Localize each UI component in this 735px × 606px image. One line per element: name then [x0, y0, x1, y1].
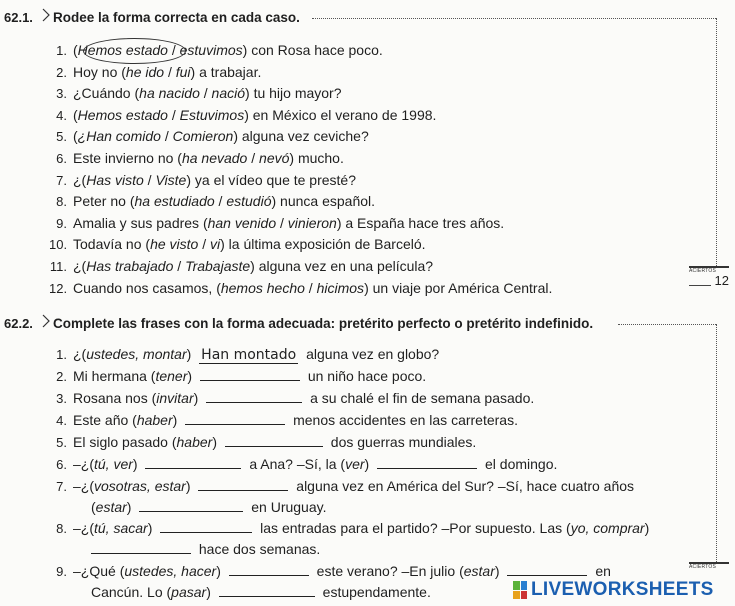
option-a[interactable]: he ido: [125, 63, 165, 80]
exercise-2-title: Complete las frases con la forma adecuada: pretérito perfecto o pretérito indefinido.: [53, 316, 594, 331]
list-item: [49, 214, 504, 233]
list-item: [49, 279, 552, 298]
item-text: ¿(: [73, 258, 87, 274]
option-b[interactable]: vinieron: [287, 214, 337, 231]
list-item: 9. –¿Qué (ustedes, hacer) este verano? –En julio (estar) en: [56, 563, 611, 579]
list-item: [49, 127, 369, 146]
item-text: /: [164, 63, 176, 80]
item-text: ) tu hijo mayor?: [245, 85, 342, 102]
answer-field[interactable]: [219, 584, 315, 597]
item-text: Cuando nos casamos, (: [73, 279, 221, 296]
answer-field[interactable]: [377, 456, 477, 469]
item-text: ¿(: [73, 171, 87, 188]
exercise-2-number: 62.2.: [4, 316, 33, 331]
option-b[interactable]: Comieron: [172, 128, 234, 145]
item-text: /: [143, 171, 156, 188]
item-text: ) mucho.: [289, 150, 344, 166]
list-item: 6. –¿(tú, ver) a Ana? –Sí, la (ver) el domingo.: [56, 456, 558, 472]
option-b[interactable]: hicimos: [316, 279, 365, 296]
item-text: /: [173, 258, 186, 274]
answer-field[interactable]: [185, 412, 285, 425]
item-text: ) ya el vídeo que te presté?: [186, 171, 357, 188]
item-text: Hoy no (: [73, 63, 126, 80]
exercise-1-header: [0, 6, 735, 28]
list-item: [49, 235, 426, 254]
answer-field[interactable]: [229, 563, 309, 576]
divider: [716, 324, 717, 564]
list-item: 3. Rosana nos (invitar) a su chalé el fin de semana pasado.: [56, 390, 535, 406]
list-item: hace dos semanas.: [91, 540, 320, 558]
item-text: ) alguna vez ceviche?: [233, 128, 369, 145]
option-b[interactable]: Estuvimos: [179, 106, 245, 123]
answer-field[interactable]: [507, 563, 587, 576]
item-text: Peter no (: [73, 193, 135, 210]
logo-mark-icon: [513, 581, 527, 599]
exercise-1-number: 62.1.: [4, 10, 33, 25]
item-text: /: [198, 236, 210, 253]
score-input-line[interactable]: [689, 285, 711, 286]
logo-text: LIVEWORKSHEETS: [531, 579, 714, 600]
item-number: 6.: [56, 151, 67, 166]
answer-field[interactable]: [91, 541, 191, 554]
option-b[interactable]: estudió: [226, 193, 272, 210]
list-item: 4. Este año (haber) menos accidentes en las carreteras.: [56, 412, 518, 428]
item-number: 11.: [49, 259, 67, 274]
item-text: (: [73, 106, 78, 123]
answer-field[interactable]: [206, 390, 302, 403]
list-item: 1. ¿(ustedes, montar) Han montado alguna vez en globo?: [56, 346, 440, 363]
item-number: 5.: [56, 129, 67, 145]
item-text: /: [160, 128, 173, 145]
item-text: Este invierno no (: [73, 150, 182, 166]
list-item: (estar) en Uruguay.: [91, 499, 327, 515]
item-text: Todavía no (: [73, 236, 151, 253]
list-item: Cancún. Lo (pasar) estupendamente.: [91, 584, 431, 600]
item-text: ) nunca español.: [271, 193, 376, 210]
item-number: 4.: [56, 107, 67, 123]
chevron-right-icon: [42, 8, 50, 22]
item-text: (: [73, 128, 78, 145]
item-text: ) a España hace tres años.: [336, 214, 505, 231]
item-number: 7.: [56, 172, 67, 188]
score-box: [689, 268, 729, 290]
option-b[interactable]: estuvimos: [179, 42, 243, 58]
item-text: /: [276, 214, 288, 231]
list-item: [49, 192, 375, 211]
list-item: [49, 63, 261, 82]
option-a[interactable]: Hemos estado: [77, 42, 168, 58]
exercise-2-header: [0, 312, 735, 334]
item-text: ) con Rosa hace poco.: [242, 42, 383, 58]
item-number: 8.: [56, 194, 67, 210]
list-item: [49, 84, 342, 103]
option-a[interactable]: ha nevado: [181, 150, 248, 166]
option-a[interactable]: hemos hecho: [220, 279, 305, 296]
item-number: 10.: [49, 237, 68, 253]
option-a[interactable]: ha nacido: [139, 85, 200, 102]
item-text: ) la última exposición de Barceló.: [220, 236, 426, 253]
list-item: [49, 149, 344, 168]
option-a[interactable]: Hemos estado: [77, 106, 168, 123]
score-label: ACIERTOS: [689, 268, 716, 274]
list-item: 7. –¿(vosotras, estar) alguna vez en América del Sur? –Sí, hace cuatro años: [56, 478, 635, 494]
list-item: 2. Mi hermana (tener) un niño hace poco.: [56, 368, 427, 384]
item-text: ) un viaje por América Central.: [364, 279, 553, 296]
item-text: ¿Cuándo (: [73, 85, 140, 102]
divider: [312, 18, 716, 19]
item-text: Amalia y sus padres (: [73, 214, 208, 231]
option-b[interactable]: fui: [175, 63, 191, 80]
option-b[interactable]: Viste: [155, 171, 187, 188]
option-a[interactable]: ¿Han comido: [77, 128, 161, 145]
option-b[interactable]: nevó: [259, 150, 290, 166]
item-number: 2.: [56, 64, 67, 80]
item-text: /: [214, 193, 227, 210]
chevron-right-icon: [42, 314, 50, 328]
item-text: /: [167, 42, 180, 58]
item-text: ) en México el verano de 1998.: [244, 106, 437, 123]
item-text: /: [304, 279, 317, 296]
option-a[interactable]: ha estudiado: [134, 193, 215, 210]
list-item: [49, 106, 436, 125]
item-number: 3.: [56, 86, 67, 102]
list-item: 5. El siglo pasado (haber) dos guerras mundiales.: [56, 434, 477, 450]
item-text: /: [199, 85, 212, 102]
divider: [618, 324, 716, 325]
answer-field[interactable]: [225, 434, 323, 447]
option-a[interactable]: han venido: [207, 214, 277, 231]
item-text: /: [247, 150, 260, 166]
item-number: 1.: [56, 43, 67, 58]
score-label: ACIERTOS: [689, 564, 716, 570]
answer-field[interactable]: [198, 478, 288, 491]
option-a[interactable]: Has visto: [86, 171, 144, 188]
item-number: 9.: [56, 215, 67, 231]
answer-field[interactable]: Han montado: [201, 347, 297, 363]
divider: [716, 18, 717, 268]
option-b[interactable]: Trabajaste: [185, 258, 251, 274]
liveworksheets-logo: [513, 578, 714, 602]
option-b[interactable]: vi: [209, 236, 221, 253]
item-number: 12.: [49, 280, 68, 296]
answer-field[interactable]: [145, 456, 241, 469]
option-a[interactable]: Has trabajado: [86, 258, 174, 274]
option-a[interactable]: he visto: [150, 236, 199, 253]
list-item: 8. –¿(tú, sacar) las entradas para el partido? –Por supuesto. Las (yo, comprar): [56, 520, 650, 536]
answer-field[interactable]: [139, 499, 243, 512]
item-text: ) alguna vez en una película?: [250, 258, 434, 274]
score-total: 12: [714, 273, 729, 288]
item-text: /: [167, 106, 180, 123]
option-b[interactable]: nació: [211, 85, 246, 102]
exercise-1-title: Rodee la forma correcta en cada caso.: [53, 10, 300, 25]
answer-circle: [83, 38, 186, 64]
list-item: [49, 171, 356, 190]
item-text: ) a trabajar.: [190, 63, 262, 80]
list-item: [49, 257, 433, 276]
answer-field[interactable]: [200, 368, 300, 381]
item-text: (: [73, 42, 78, 58]
answer-field[interactable]: [160, 520, 252, 533]
